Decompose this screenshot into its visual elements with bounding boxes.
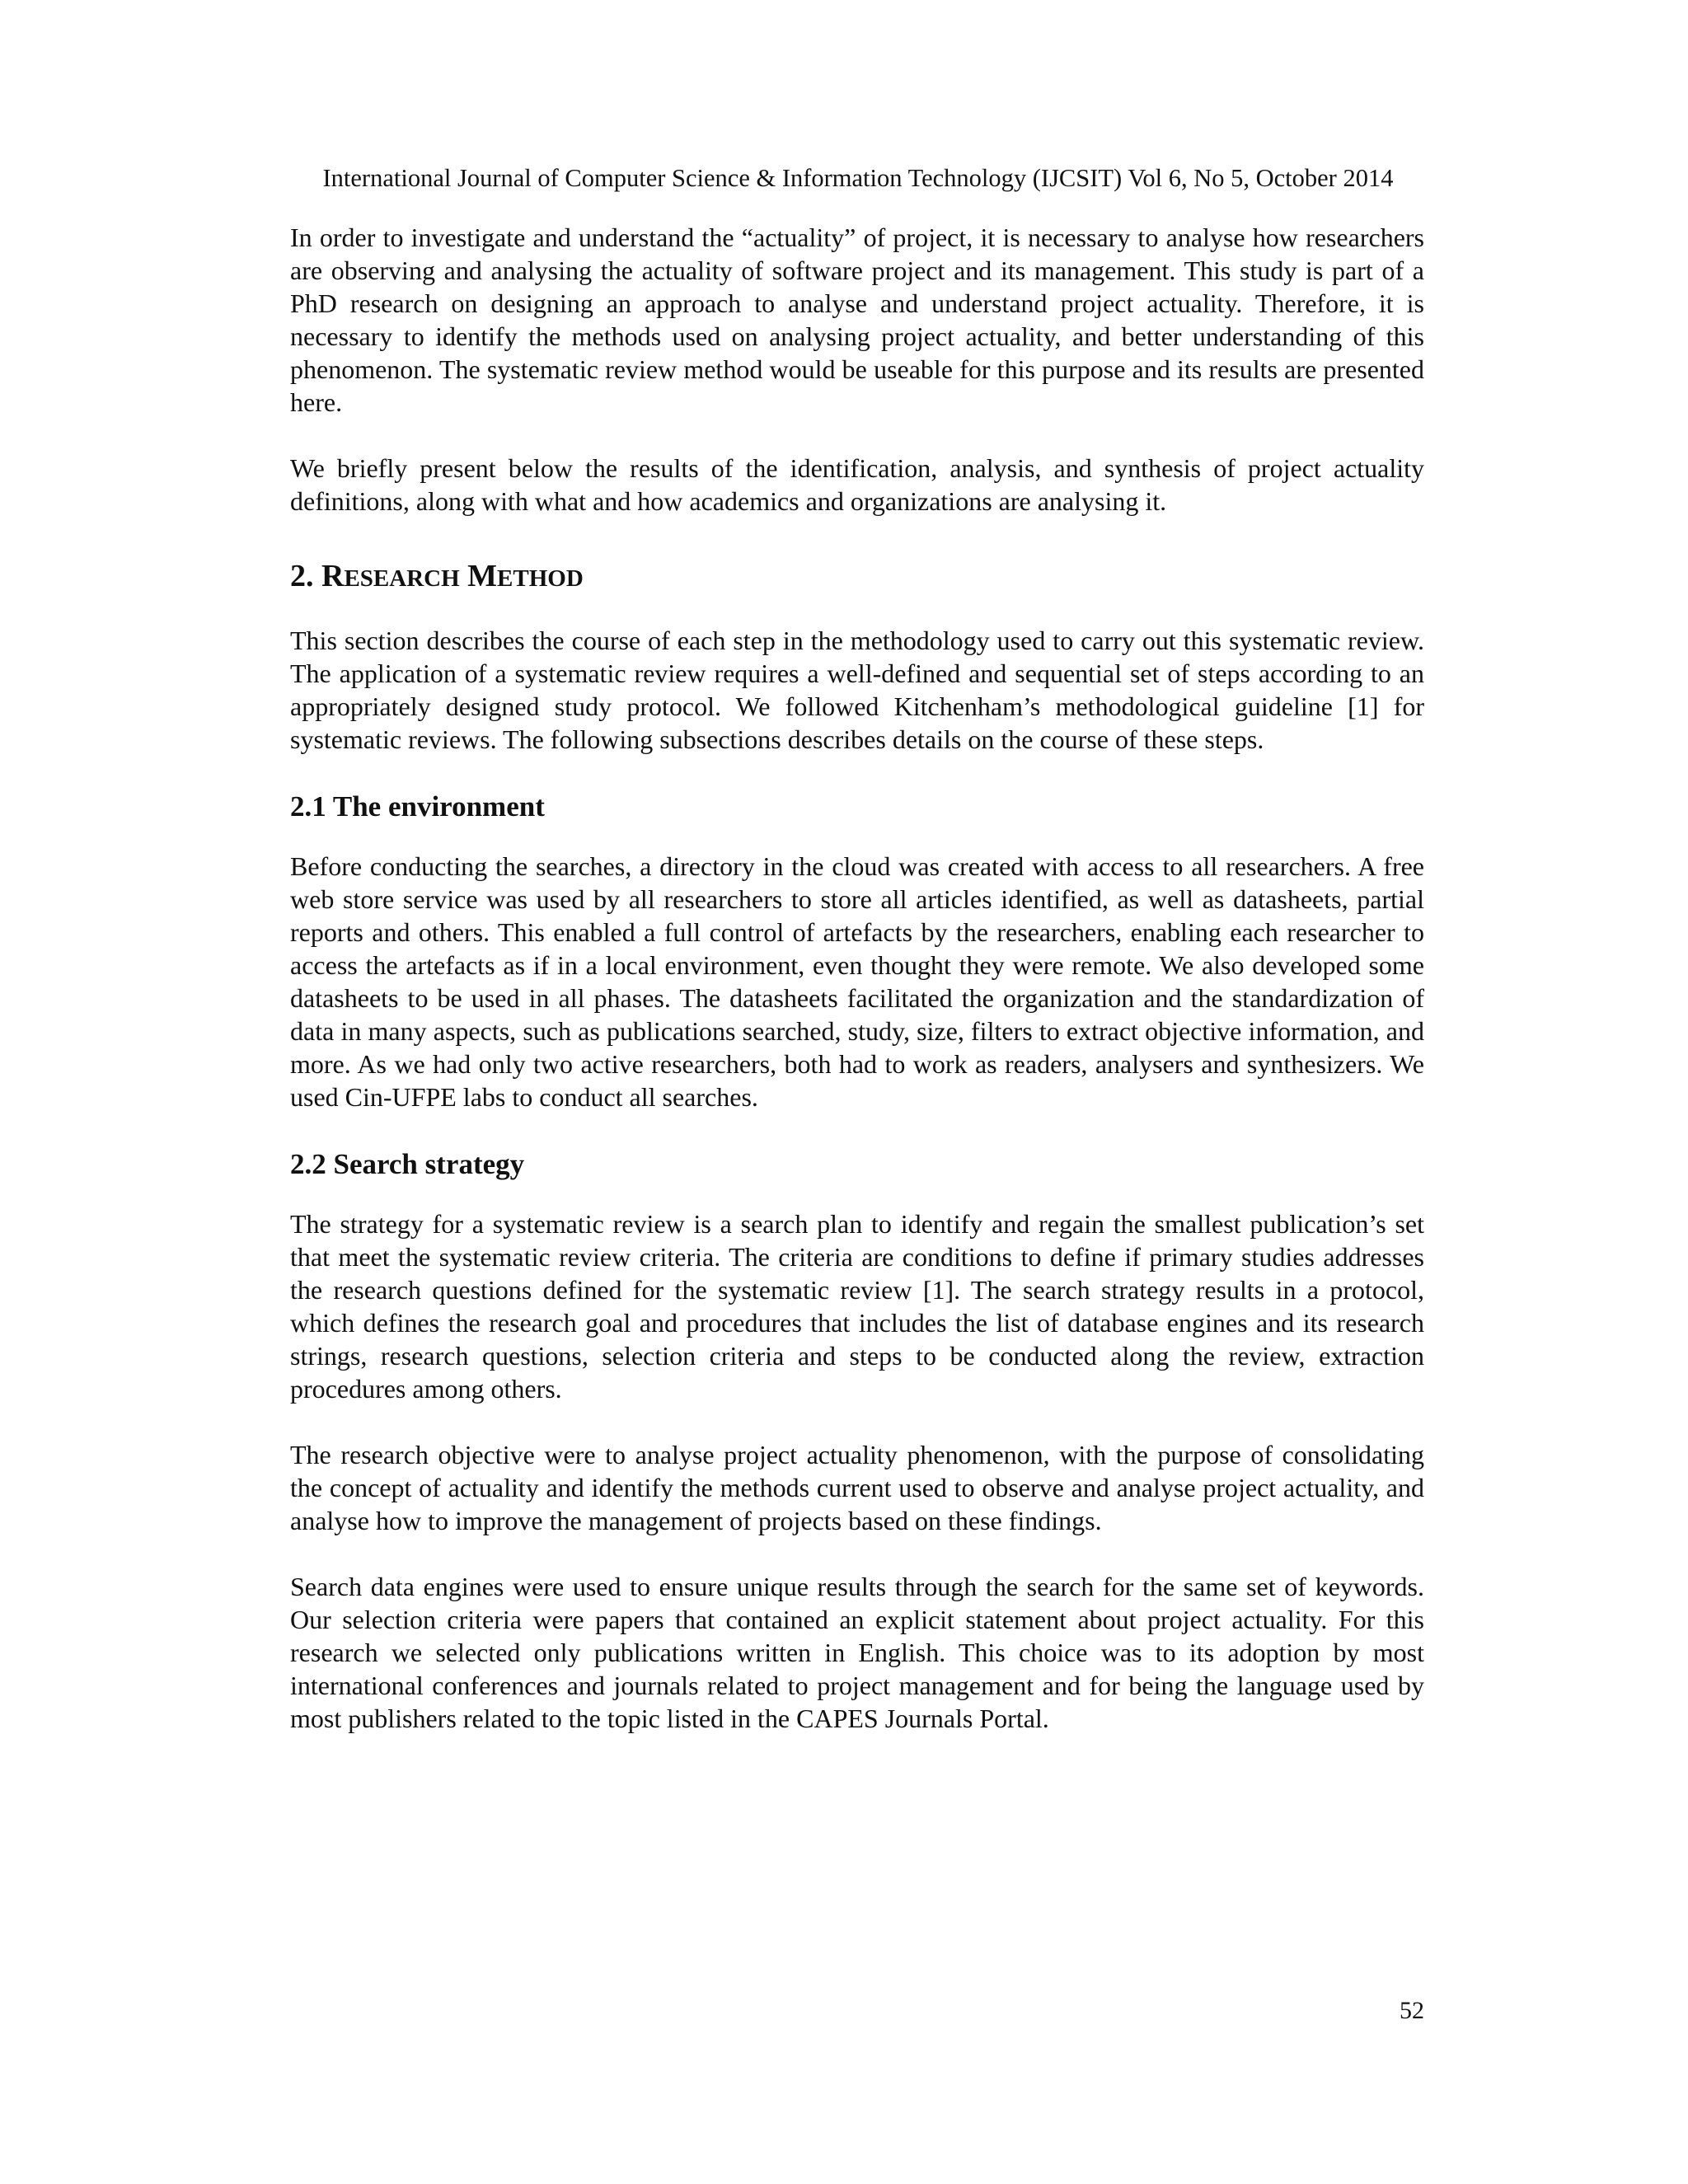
intro-paragraph-1: In order to investigate and understand the “actuality” of project, it is necessary to analyse how researchers are observing and analysing the actuality of software project and its management. This study is part of a PhD research on designing an approach to analyse and understand project actuality. Therefore, it is necessary to identify the methods used on analysing project actuality, and better understanding of this phenomenon. The systematic review method would be useable for this purpose and its results are presented here. — [290, 223, 1424, 417]
search-strategy-paragraph-3: Search data engines were used to ensure unique results through the search for the same set of keywords. Our selection criteria were papers that contained an explicit statement about project actuality. For this research we selected only publications written in English. This choice was to its adoption by most international conferences and journals related to project management and for being the language used by most publishers related to the topic listed in the CAPES Journals Portal. — [290, 1572, 1424, 1733]
page-number: 52 — [1400, 1997, 1424, 2024]
section-number: 2. — [290, 559, 314, 593]
running-header: International Journal of Computer Science & Information Technology (IJCSIT) Vol 6, No 5, October 2014 — [322, 164, 1394, 192]
subsection-heading-environment: 2.1 The environment — [290, 790, 545, 823]
page-body — [290, 221, 1424, 1735]
intro-paragraph-2: We briefly present below the results of the identification, analysis, and synthesis of project actuality definitions, along with what and how academics and organizations are analysing it. — [290, 453, 1424, 516]
section-heading-research-method — [290, 557, 1424, 598]
section-title-smallcaps: ETHOD — [497, 565, 584, 592]
section-title-letter: M — [467, 559, 498, 593]
search-strategy-paragraph-2: The research objective were to analyse project actuality phenomenon, with the purpose of consolidating the concept of actuality and identify the methods current used to observe and analyse project actuality, and analyse how to improve the management of projects based on these findings. — [290, 1440, 1424, 1535]
subsection-heading-search-strategy: 2.2 Search strategy — [290, 1148, 525, 1180]
section-title-letter: R — [321, 559, 345, 593]
section-title-smallcaps: ESEARCH — [344, 565, 460, 592]
environment-paragraph: Before conducting the searches, a directory in the cloud was created with access to all researchers. A free web store service was used by all researchers to store all articles identified, as well as datasheets, partial reports and others. This enabled a full control of artefacts by the researchers, enabling each researcher to access the artefacts as if in a local environment, even thought they were remote. We also developed some datasheets to be used in all phases. The datasheets facilitated the organization and the standardization of data in many aspects, such as publications searched, study, size, filters to extract objective information, and more. As we had only two active researchers, both had to work as readers, analysers and synthesizers. We used Cin-UFPE labs to conduct all searches. — [290, 851, 1424, 1112]
search-strategy-paragraph-1: The strategy for a systematic review is a search plan to identify and regain the smallest publication’s set that meet the systematic review criteria. The criteria are conditions to define if primary studies addresses the research questions defined for the systematic review [1]. The search strategy results in a protocol, which defines the research goal and procedures that includes the list of database engines and its research strings, research questions, selection criteria and steps to be conducted along the review, extraction procedures among others. — [290, 1209, 1424, 1404]
research-method-paragraph: This section describes the course of each step in the methodology used to carry out this systematic review. The application of a systematic review requires a well-defined and sequential set of steps according to an appropriately designed study protocol. We followed Kitchenham’s methodological guideline [1] for systematic reviews. The following subsections describes details on the course of these steps. — [290, 626, 1424, 754]
